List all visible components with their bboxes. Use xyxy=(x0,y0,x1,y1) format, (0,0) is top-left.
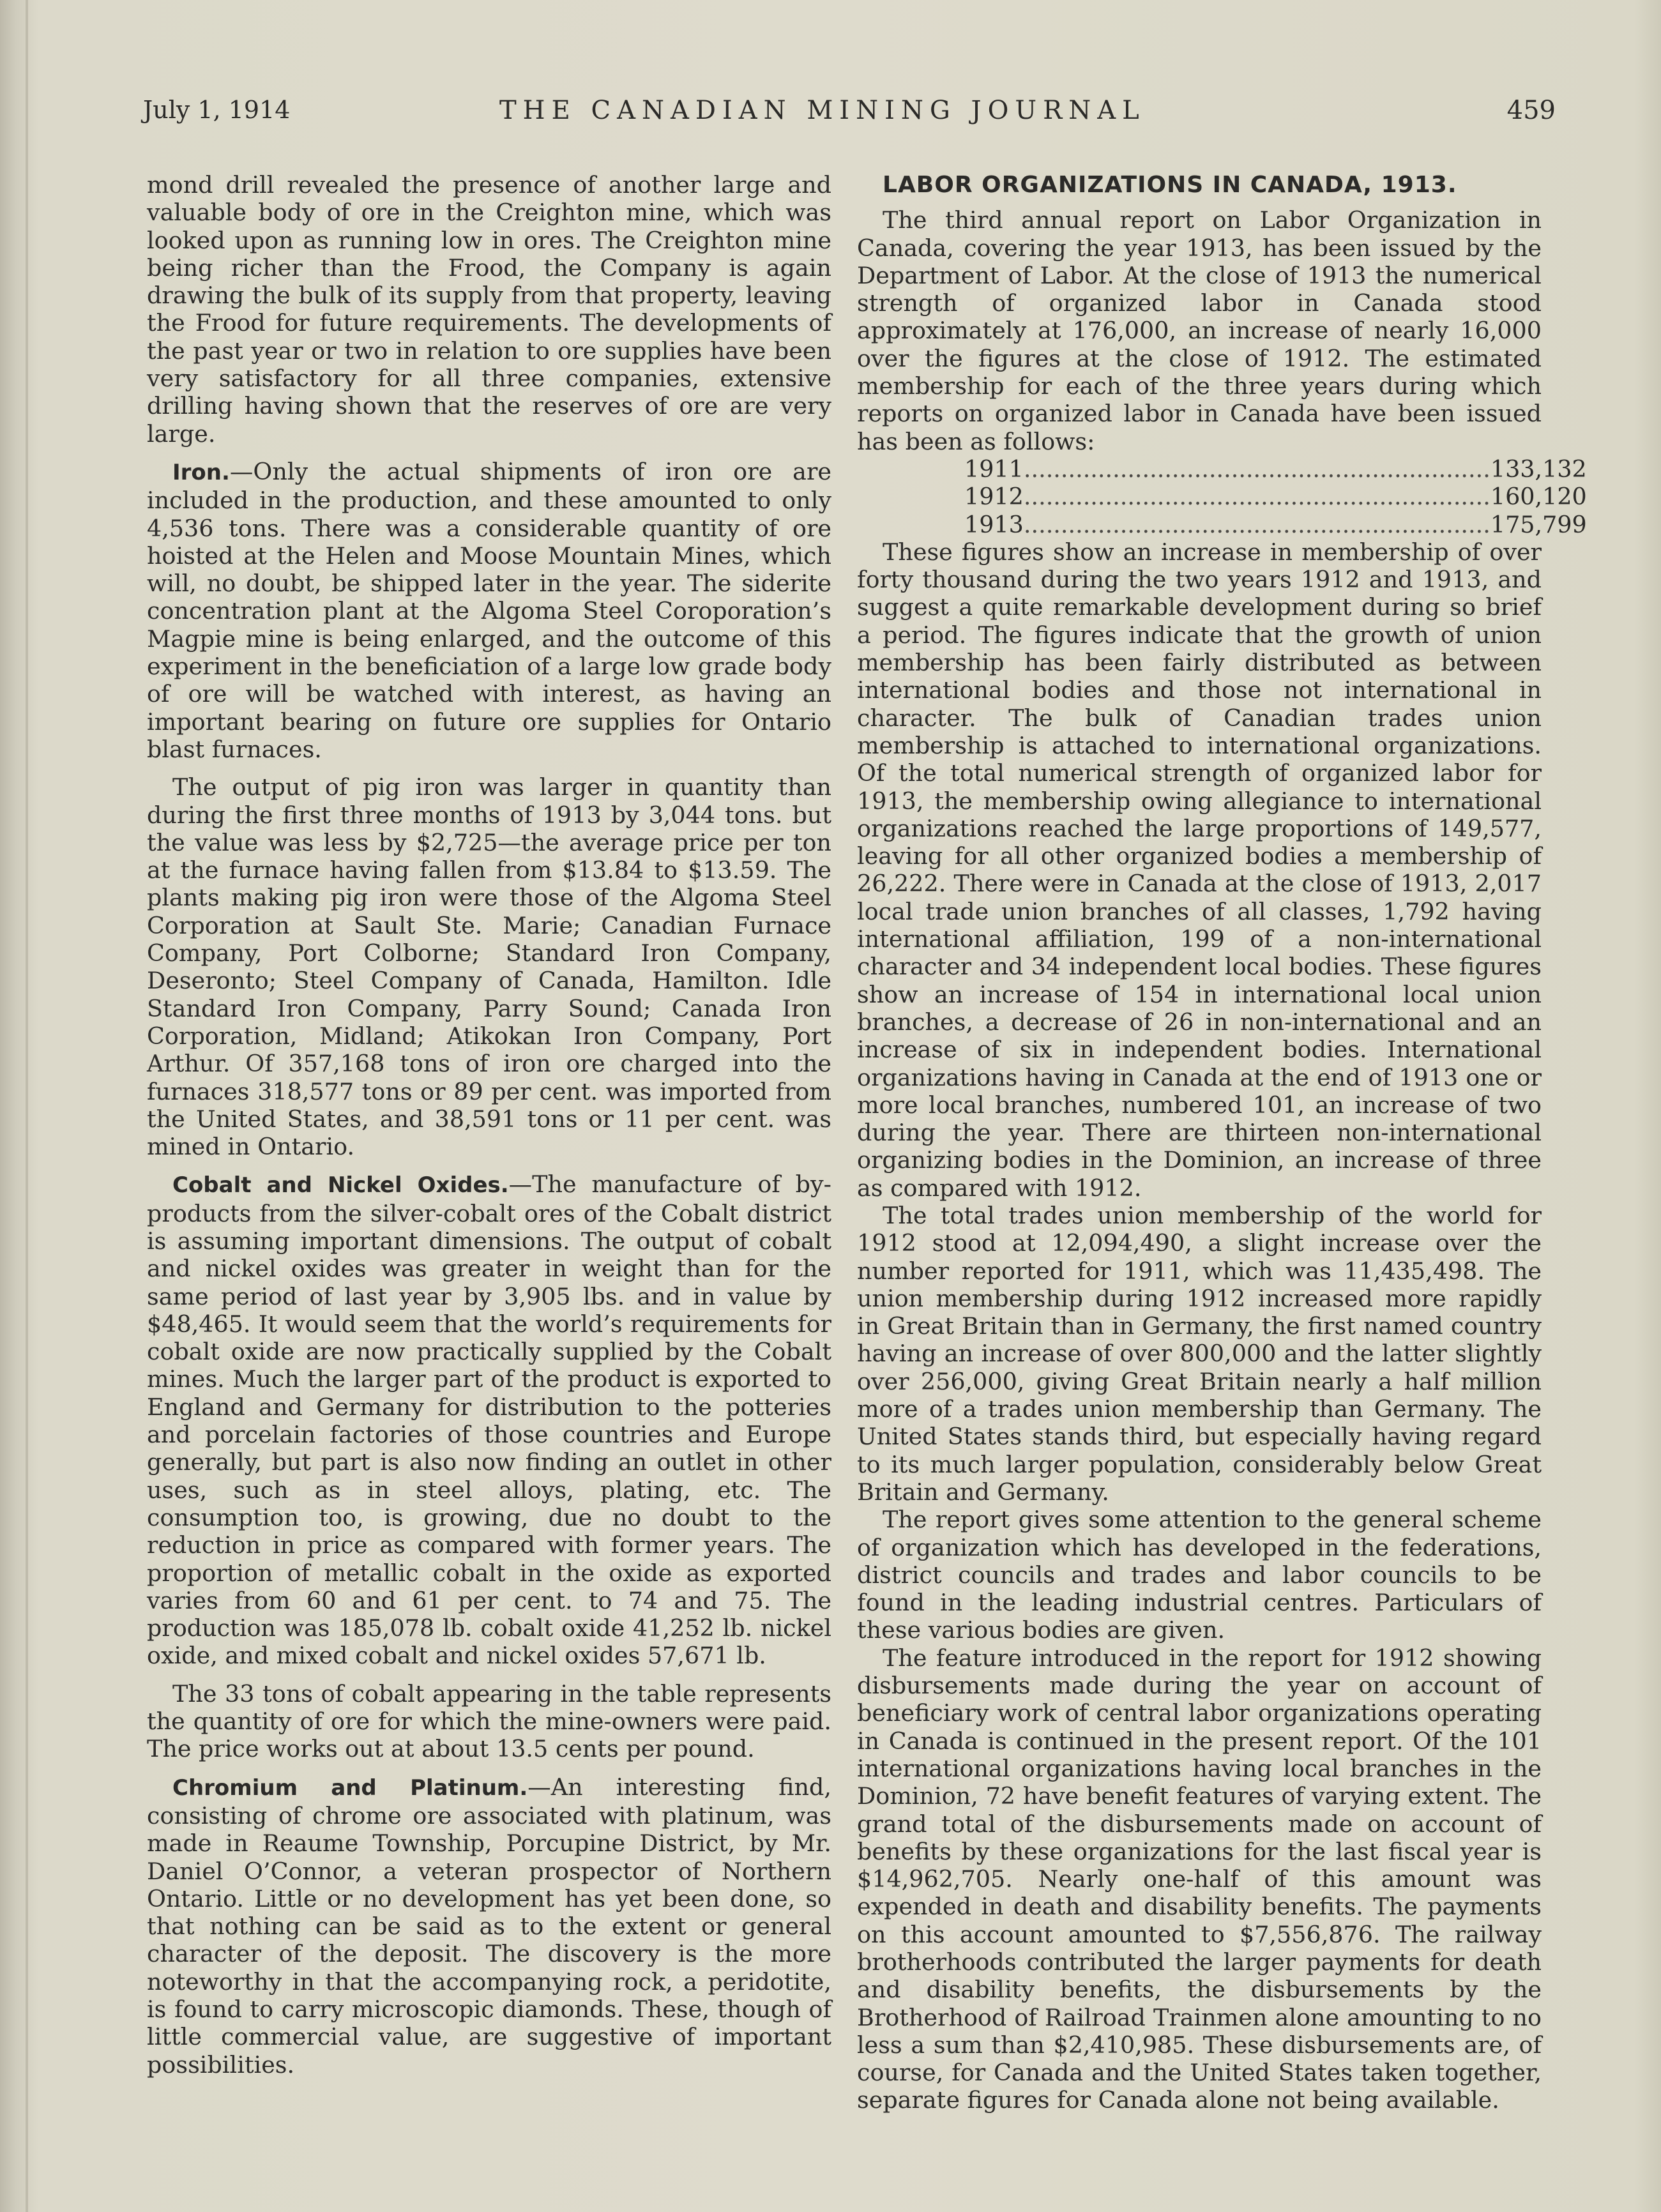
table-row xyxy=(964,483,1587,511)
chromium-heading: Chromium and Platinum. xyxy=(172,1775,528,1801)
paragraph-organization-scheme: The report gives some attention to the general scheme of organization which has developed in the federations, district councils and trades and labor councils to be found in the leading industrial centres. Particulars of these various bodies are given. xyxy=(857,1506,1542,1644)
article-title: LABOR ORGANIZATIONS IN CANADA, 1913. xyxy=(883,172,1457,198)
issue-date: July 1, 1914 xyxy=(143,96,291,124)
right-column xyxy=(857,171,1587,2114)
row-value: 133,132 xyxy=(1490,455,1587,483)
paragraph-iron xyxy=(147,458,831,763)
paragraph-disbursements: The feature introduced in the report for 1912 showing disbursements made during the year on account of beneficiary work of central labor organizations operating in Canada is continued in the present report. Of the 101 international organizations having local branches in the Dominion, 72 have benefit features of varying extent. The grand total of the disbursements made on account of benefits by these organizations for the last fiscal year is $14,962,705. Nearly one-half of this amount was expended in death and disability benefits. The payments on this account amounted to $7,556,876. The railway brotherhoods contributed the larger payments for death and disability benefits, the disbursements by the Brotherhood of Railroad Trainmen alone amounting to no less a sum than $2,410,985. These disbursements are, of course, for Canada and the United States taken together, separate figures for Canada alone not being available. xyxy=(857,1644,1542,2114)
chromium-text: —An interesting find, consisting of chrome ore associated with platinum, was made in Reaume Township, Porcupine District, by Mr. Daniel O’Connor, a veteran prospector of Northern Ontario. Little or no development has yet been done, so that nothing can be said as to the extent or general character of the deposit. The discovery is the more noteworthy in that the accompanying rock, a peridotite, is found to carry microscopic diamonds. These, though of little commercial value, are suggestive of important possibilities. xyxy=(147,1773,831,2079)
cobalt-text: —The manufacture of by-products from the silver-cobalt ores of the Cobalt district is assuming important dimensions. The output of cobalt and nickel oxides was greater in weight than for the same period of last year by 3,905 lbs. and in value by $48,465. It would seem that the world’s requirements for cobalt oxide are now practically supplied by the Cobalt mines. Much the larger part of the product is exported to England and Germany for distribution to the potteries and porcelain factories of those countries and Europe generally, but part is also now finding an outlet in other uses, such as in steel alloys, plating, etc. The consumption too, is growing, due no doubt to the reduction in price as compared with former years. The proportion of metallic cobalt in the oxide as exported varies from 60 and 61 per cent. to 74 and 75. The production was 185,078 lb. cobalt oxide 41,252 lb. nickel oxide, and mixed cobalt and nickel oxides 57,671 lb. xyxy=(147,1170,831,1670)
row-value: 160,120 xyxy=(1490,483,1587,511)
iron-heading: Iron. xyxy=(172,459,230,485)
dot-leader: ............................................................... xyxy=(1023,455,1490,483)
paragraph-cobalt-tons: The 33 tons of cobalt appearing in the table represents the quantity of ore for which the mine-owners were paid. The price works out at about 13.5 cents per pound. xyxy=(147,1679,831,1763)
page-number: 459 xyxy=(1506,96,1556,125)
dot-leader: ............................................................... xyxy=(1023,483,1490,511)
row-year: 1911 xyxy=(964,455,1024,483)
membership-table xyxy=(964,455,1587,538)
cobalt-heading: Cobalt and Nickel Oxides. xyxy=(172,1172,509,1199)
page-header xyxy=(143,96,1556,140)
paragraph-intro: The third annual report on Labor Organization in Canada, covering the year 1913, has been issued by the Department of Labor. At the close of 1913 the numerical strength of organized labor in Canada stood approximately at 176,000, an increase of nearly 16,000 over the figures at the close of 1912. The estimated membership for each of the three years during which reports on organized labor in Canada have been issued has been as follows: xyxy=(857,206,1542,455)
left-column xyxy=(147,171,831,2079)
paragraph-chromium xyxy=(147,1773,831,2079)
iron-text: —Only the actual shipments of iron ore are included in the production, and these amounted to only 4,536 tons. There was a considerable quantity of ore hoisted at the Helen and Moose Mountain Mines, which will, no doubt, be shipped later in the year. The siderite concentration plant at the Algoma Steel Coroporation’s Magpie mine is being enlarged, and the outcome of this experiment in the beneficiation of a large low grade body of ore will be watched with interest, as having an important bearing on future ore supplies for Ontario blast furnaces. xyxy=(147,457,831,763)
journal-title: THE CANADIAN MINING JOURNAL xyxy=(499,96,1146,125)
row-value: 175,799 xyxy=(1490,510,1587,538)
paragraph-figures: These figures show an increase in membership of over forty thousand during the two years 1912 and 1913, and suggest a quite remarkable development during so brief a period. The figures indicate that the growth of union membership has been fairly distributed as between international bodies and those not international in character. The bulk of Canadian trades union membership is attached to international organizations. Of the total numerical strength of organized labor for 1913, the membership owing allegiance to international organizations reached the large proportions of 149,577, leaving for all other organized bodies a membership of 26,222. There were in Canada at the close of 1913, 2,017 local trade union branches of all classes, 1,792 having international affiliation, 199 of a non-international character and 34 independent local bodies. These figures show an increase of 154 in international local union branches, a decrease of 26 in non-international and an increase of six in independent bodies. International organizations having in Canada at the end of 1913 one or more local branches, numbered 101, an increase of two during the year. There are thirteen non-international organizing bodies in the Dominion, an increase of three as compared with 1912. xyxy=(857,538,1542,1202)
paragraph-creighton: mond drill revealed the presence of another large and valuable body of ore in the Creighton mine, which was looked upon as running low in ores. The Creighton mine being richer than the Frood, the Company is again drawing the bulk of its supply from that property, leaving the Frood for future requirements. The developments of the past year or two in relation to ore supplies have been very satisfactory for all three companies, extensive drilling having shown that the reserves of ore are very large. xyxy=(147,171,831,448)
table-row xyxy=(964,455,1587,483)
paragraph-cobalt xyxy=(147,1170,831,1669)
dot-leader: ............................................................... xyxy=(1023,510,1490,538)
paragraph-world-membership: The total trades union membership of the world for 1912 stood at 12,094,490, a slight increase over the number reported for 1911, which was 11,435,498. The union membership during 1912 increased more rapidly in Great Britain than in Germany, the first named country having an increase of over 800,000 and the latter slightly over 256,000, giving Great Britain nearly a half million more of a trades union membership than Germany. The United States stands third, but especially having regard to its much larger population, considerably below Great Britain and Germany. xyxy=(857,1201,1542,1506)
row-year: 1913 xyxy=(964,510,1024,538)
paragraph-pig-iron: The output of pig iron was larger in quantity than during the first three months of 1913 by 3,044 tons. but the value was less by $2,725—the average price per ton at the furnace having fallen from $13.84 to $13.59. The plants making pig iron were those of the Algoma Steel Corporation at Sault Ste. Marie; Canadian Furnace Company, Port Colborne; Standard Iron Company, Deseronto; Steel Company of Canada, Hamilton. Idle Standard Iron Company, Parry Sound; Canada Iron Corporation, Midland; Atikokan Iron Company, Port Arthur. Of 357,168 tons of iron ore charged into the furnaces 318,577 tons or 89 per cent. was imported from the United States, and 38,591 tons or 11 per cent. was mined in Ontario. xyxy=(147,773,831,1161)
table-row xyxy=(964,510,1587,538)
row-year: 1912 xyxy=(964,483,1024,511)
binding-shadow xyxy=(26,0,28,2212)
